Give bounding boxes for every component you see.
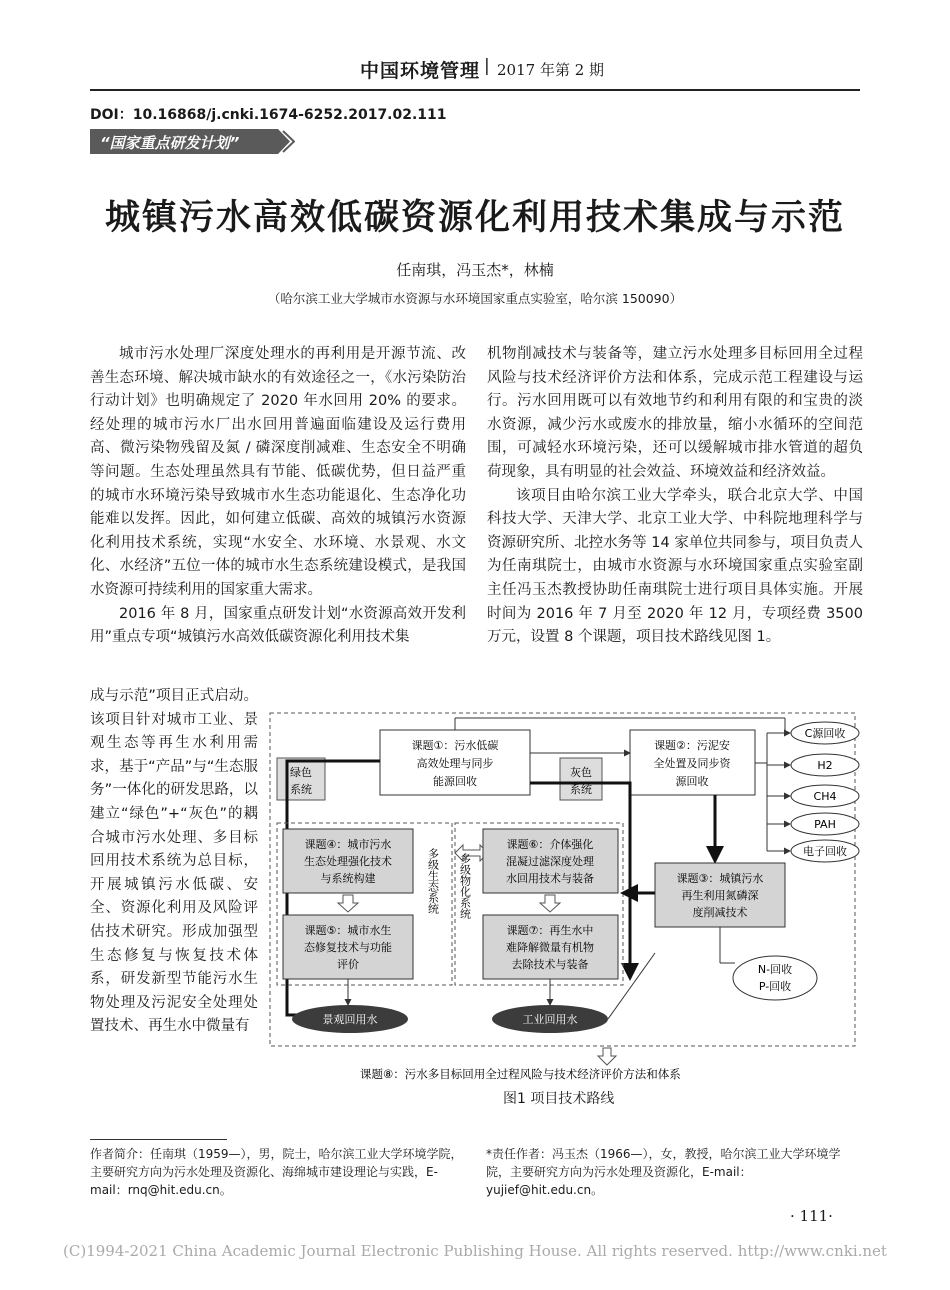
topic4-line3: 与系统构建 bbox=[320, 872, 376, 885]
green-system-2: 系统 bbox=[290, 783, 312, 796]
header-rule bbox=[90, 89, 860, 91]
topic2-line3: 源回收 bbox=[675, 775, 709, 788]
column-banner: “国家重点研发计划” bbox=[100, 134, 240, 152]
body-column-right bbox=[487, 343, 863, 650]
recovery-ch4: CH4 bbox=[813, 790, 837, 803]
topic6-line1: 课题⑥：介体强化 bbox=[506, 838, 594, 851]
multi-physchem-label: 多级物化系统 bbox=[458, 853, 472, 919]
journal-name: 中国环境管理 bbox=[360, 60, 481, 82]
topic5-line2: 态修复技术与功能 bbox=[304, 941, 392, 954]
topic1-line1: 课题①：污水低碳 bbox=[411, 739, 499, 752]
authors: 任南琪，冯玉杰*，林楠 bbox=[396, 261, 554, 279]
recovery-c: C源回收 bbox=[804, 727, 846, 740]
doi: DOI：10.16868/j.cnki.1674-6252.2017.02.111 bbox=[90, 107, 447, 123]
recovery-pah: PAH bbox=[814, 818, 836, 831]
body-column-narrow: 成与示范”项目正式启动。该项目针对城市工业、景观生态等再生水利用需求，基于“产品”与“生态服务”一体化的研发思路，以建立“绿色”+“灰色”的耦合城市污水处理、多目标回用技术系统为总目标，开展城镇污水低碳、安全、资源化利用及风险评估技术研究。形成加强型生态修复与恢复技术体系，研发新型节能污水生物处理及污泥安全处理处置技术、再生水中微量有 bbox=[90, 688, 258, 1035]
multi-eco-label: 多级生态系统 bbox=[426, 848, 440, 914]
topic1-line3: 能源回收 bbox=[433, 775, 477, 788]
body-column-left bbox=[90, 343, 466, 650]
issue-label: 2017 年第 2 期 bbox=[497, 61, 605, 79]
topic3-line3: 度削减技术 bbox=[692, 906, 748, 919]
topic7-line1: 课题⑦：再生水中 bbox=[506, 924, 594, 937]
author-intro-label: 作者简介： bbox=[90, 1147, 151, 1161]
paragraph: 该项目由哈尔滨工业大学牵头，联合北京大学、中国科技大学、天津大学、北京工业大学、中科院地理科学与资源研究所、北控水务等 14 家单位共同参与，项目负责人为任南琪院士，由城市水资源与水环境国家重点实验室副主任冯玉杰教授协助任南琪院士进行项目具体实施。开展时间为 2016 年 7 月至 2020 年 12 月，专项经费 3500 万元，设置 8 个课题，项目技术路线见图 1。 bbox=[487, 487, 863, 646]
article-title: 城镇污水高效低碳资源化利用技术集成与示范 bbox=[104, 197, 845, 238]
topic8: 课题⑧：污水多目标回用全过程风险与技术经济评价方法和体系 bbox=[360, 1067, 681, 1081]
industrial-reuse: 工业回用水 bbox=[522, 1013, 578, 1026]
corresponding-author bbox=[486, 1145, 864, 1199]
paragraph: 2016 年 8 月，国家重点研发计划“水资源高效开发利用”重点专项“城镇污水高效低碳资源化利用技术集 bbox=[90, 605, 466, 646]
affiliation: （哈尔滨工业大学城市水资源与水环境国家重点实验室，哈尔滨 150090） bbox=[267, 291, 683, 306]
topic7-line2: 难降解微量有机物 bbox=[506, 941, 594, 954]
topic4-line2: 生态处理强化技术 bbox=[304, 855, 392, 868]
topic5-line3: 评价 bbox=[337, 958, 359, 971]
recovery-h2: H2 bbox=[817, 759, 833, 772]
corresponding-text: 冯玉杰（1966—），女，教授，哈尔滨工业大学环境学院，主要研究方向为污水处理及资源化，E-mail：yujief@hit.edu.cn。 bbox=[486, 1147, 841, 1197]
page-number: · 111· bbox=[790, 1207, 833, 1225]
header-separator: | bbox=[484, 56, 490, 76]
topic5-line1: 课题⑤：城市水生 bbox=[304, 924, 392, 937]
topic4-line1: 课题④：城市污水 bbox=[304, 838, 392, 851]
green-system-1: 绿色 bbox=[290, 766, 312, 779]
topic1-line2: 高效处理与同步 bbox=[416, 757, 494, 770]
corresponding-label: *责任作者： bbox=[486, 1147, 553, 1161]
gray-system-1: 灰色 bbox=[570, 766, 592, 779]
n-recovery: N-回收 bbox=[757, 963, 793, 976]
paragraph: 机物削减技术与装备等，建立污水处理多目标回用全过程风险与技术经济评价方法和体系，完成示范工程建设与运行。污水回用既可以有效地节约和利用有限的和宝贵的淡水资源，减少污水或废水的排放量，缩小水循环的空间范围，可减轻水环境污染，还可以缓解城市排水管道的超负荷现象，具有明显的社会效益、环境效益和经济效益。 bbox=[487, 346, 863, 480]
gray-system-2: 系统 bbox=[570, 783, 592, 796]
topic3-line2: 再生利用氮磷深 bbox=[681, 889, 759, 902]
topic6-line3: 水回用技术与装备 bbox=[506, 872, 594, 885]
author-intro-text: 任南琪（1959—），男，院士，哈尔滨工业大学环境学院，主要研究方向为污水处理及资源化、海绵城市建设理论与实践，E-mail：rnq@hit.edu.cn。 bbox=[90, 1147, 463, 1197]
figure-caption: 图1 项目技术路线 bbox=[503, 1091, 615, 1107]
recovery-electron: 电子回收 bbox=[803, 845, 847, 858]
topic7-line3: 去除技术与装备 bbox=[511, 958, 589, 971]
topic3-line1: 课题③：城镇污水 bbox=[676, 872, 764, 885]
author-intro bbox=[90, 1145, 470, 1199]
figure-tech-route bbox=[265, 693, 865, 1113]
topic6-line2: 混凝过滤深度处理 bbox=[506, 855, 594, 868]
landscape-reuse: 景观回用水 bbox=[322, 1013, 378, 1026]
paragraph: 城市污水处理厂深度处理水的再利用是开源节流、改善生态环境、解决城市缺水的有效途径之一，《水污染防治行动计划》也明确规定了 2020 年水回用 20% 的要求。经处理的城市污水厂出水回用普遍面临建设及运行费用高、微污染物残留及氮 / 磷深度削减难、生态安全不明确等问题。生态处理虽然具有节能、低碳优势，但日益严重的城市水环境污染导致城市水生态功能退化、生态净化功能难以发挥。因此，如何建立低碳、高效的城镇污水资源化利用技术系统，实现“水安全、水环境、水景观、水文化、水经济”五位一体的城市水生态系统建设模式，是我国水资源可持续利用的国家重大需求。 bbox=[90, 346, 466, 598]
copyright-footer: (C)1994-2021 China Academic Journal Electronic Publishing House. All rights reserved. http://www.cnki.net bbox=[63, 1242, 887, 1260]
topic2-line1: 课题②：污泥安 bbox=[654, 739, 730, 752]
footnote-rule bbox=[90, 1139, 227, 1140]
p-recovery: P-回收 bbox=[758, 980, 792, 993]
topic2-line2: 全处置及同步资 bbox=[653, 757, 731, 770]
